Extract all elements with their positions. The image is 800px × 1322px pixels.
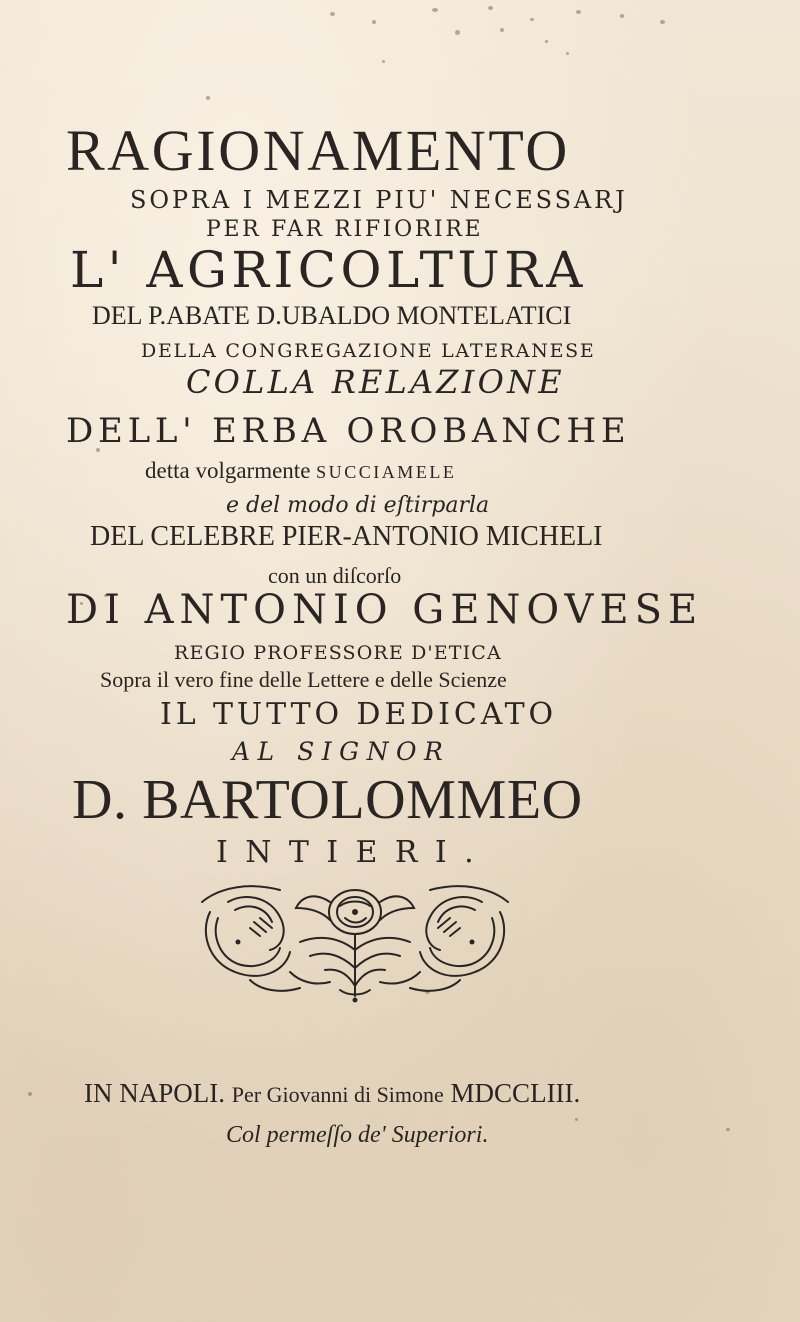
detta-name: SUCCIAMELE [316,462,457,482]
imprint-place: IN NAPOLI. [84,1078,225,1108]
modo-line: e del modo di eſtirparla [226,493,490,518]
subtitle-sopra: SOPRA I MEZZI PIU' NECESSARJ [130,186,628,214]
permission-line: Col permeſſo de' Superiori. [226,1122,489,1148]
author-line: DEL P.ABATE D.UBALDO MONTELATICI [92,301,572,330]
detta-line [145,459,456,482]
orobanche-line: DELL' ERBA OROBANCHE [66,411,631,451]
dedicatee-name: D. BARTOLOMMEO [72,769,583,831]
discorso-line: con un diſcorſo [268,563,402,588]
printer-ornament-icon [190,872,520,1004]
imprint-printer: Per Giovanni di Simone [231,1082,444,1107]
genovese-line: DI ANTONIO GENOVESE [66,587,704,633]
book-title: RAGIONAMENTO [66,118,570,183]
imprint-line [84,1080,580,1107]
imprint-year: MDCCLIII. [450,1078,581,1108]
professor-line: REGIO PROFESSORE D'ETICA [174,642,502,664]
dedicatee-surname: INTIERI. [216,835,492,870]
al-signor-line: AL SIGNOR [232,737,451,766]
subtitle-agricoltura: L' AGRICOLTURA [70,241,587,299]
detta-prefix: detta volgarmente [145,458,311,483]
congregation-line: DELLA CONGREGAZIONE LATERANESE [141,340,596,362]
lettere-scienze-line: Sopra il vero fine delle Lettere e delle Scienze [100,667,507,692]
relazione-line: COLLA RELAZIONE [186,363,565,401]
dedication-line: IL TUTTO DEDICATO [160,697,558,732]
micheli-line: DEL CELEBRE PIER-ANTONIO MICHELI [90,521,603,552]
subtitle-per: PER FAR RIFIORIRE [206,217,484,242]
